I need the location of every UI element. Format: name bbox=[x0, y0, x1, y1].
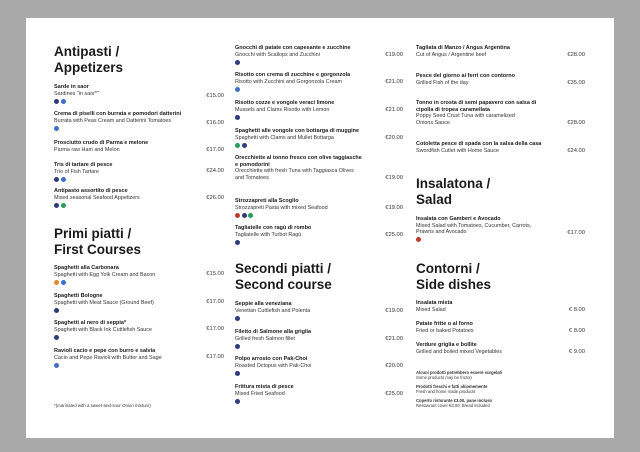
dish-name: Risotto con crema di zucchine e gorgonzola bbox=[235, 72, 351, 78]
dish-description: Grilled fresh Salmon fillet bbox=[235, 335, 295, 342]
dish-name: Risotto cozze e vongole veraci limone bbox=[235, 100, 335, 106]
dish-name: Ravioli cacio e pepe con burro e salvia bbox=[54, 348, 156, 354]
dish-description: Roasted Octopus with Pak-Choi bbox=[235, 362, 312, 369]
dish-description: Burrata with Peas Cream and Datterini Tomatoes bbox=[54, 117, 172, 124]
dish-description: Grilled Fish of the day bbox=[416, 79, 469, 86]
menu-item bbox=[54, 320, 224, 340]
allergen-icons bbox=[235, 371, 403, 376]
shellfish-allergen-icon bbox=[235, 213, 240, 218]
allergen-icons bbox=[235, 143, 403, 148]
dish-price: €19.00 bbox=[385, 205, 403, 211]
menu-item bbox=[54, 140, 224, 153]
dish-price: € 8.00 bbox=[568, 328, 585, 334]
dish-name: Crema di piselli con burrata e pomodori datterini bbox=[54, 111, 182, 117]
allergen-icons bbox=[235, 240, 403, 245]
dish-description: Spaghetti with Clams and Mullet Bottarga bbox=[235, 134, 334, 141]
dish-description: Spaghetti with Egg Yolk Cream and Bacon bbox=[54, 271, 156, 278]
dish-name: Frittura mista di pesce bbox=[235, 384, 294, 390]
insalatona-heading: Insalatona / Salad bbox=[416, 176, 491, 207]
dish-price: €28.00 bbox=[567, 52, 585, 58]
dish-price: €24.00 bbox=[567, 148, 585, 154]
fish-allergen-icon bbox=[235, 240, 240, 245]
dish-price: € 8.00 bbox=[568, 307, 585, 313]
gluten-allergen-icon bbox=[54, 308, 59, 313]
dish-description-cont: Onions Sauce bbox=[416, 119, 450, 126]
dish-description: Strozzapreti Pasta with mixed Seafood bbox=[235, 204, 328, 211]
dish-description: Swordfish Cutlet with Home Sauce bbox=[416, 147, 499, 154]
molluscs-allergen-icon bbox=[235, 115, 240, 120]
dish-name: Insalata con Gamberi e Avocado bbox=[416, 216, 501, 222]
gluten-allergen-icon bbox=[61, 280, 66, 285]
menu-item bbox=[54, 111, 224, 131]
dish-description: Trio of Fish Tartare bbox=[54, 168, 99, 175]
legend-note: Prodotti freschi e fatti ahiomemente Fresh and home made products bbox=[416, 384, 488, 394]
dish-price: €35.00 bbox=[567, 80, 585, 86]
menu-item bbox=[54, 293, 224, 313]
allergen-icons bbox=[54, 280, 224, 285]
molluscs-allergen-icon bbox=[61, 203, 66, 208]
dish-name-cont: cipolla di tropea caramellata bbox=[416, 106, 490, 113]
menu-item bbox=[54, 162, 224, 182]
egg-allergen-icon bbox=[54, 280, 59, 285]
dish-name: Antipasto assortito di pesce bbox=[54, 188, 128, 194]
menu-item bbox=[235, 72, 403, 92]
dish-description: Gnocchi with Scallops and Zucchini bbox=[235, 51, 320, 58]
dish-price: €25.00 bbox=[385, 391, 403, 397]
menu-item bbox=[235, 301, 403, 321]
dish-description: Fried or baked Potatoes bbox=[416, 327, 474, 334]
fish-allergen-icon bbox=[242, 213, 247, 218]
menu-item bbox=[416, 342, 585, 355]
allergen-icons bbox=[54, 203, 224, 208]
dish-description: Poppy Seed Crust Tuna with caramelized bbox=[416, 113, 515, 120]
dish-price: €17.00 bbox=[206, 147, 224, 153]
menu-item bbox=[54, 188, 224, 208]
dish-name: Orecchiette al tonno fresco con olive taggiasche bbox=[235, 155, 362, 161]
dish-description-cont: Prawns and Avocado bbox=[416, 229, 467, 236]
menu-item bbox=[235, 329, 403, 349]
dish-price: € 9.00 bbox=[568, 349, 585, 355]
dish-name: Pesce del giorno ai ferri con contorno bbox=[416, 73, 516, 79]
dish-price: €21.00 bbox=[385, 107, 403, 113]
dish-description: Sardines "in saor*" bbox=[54, 90, 99, 97]
menu-item bbox=[416, 45, 585, 58]
menu-item bbox=[416, 141, 585, 154]
antipasti-heading: Antipasti / Appetizers bbox=[54, 44, 124, 75]
fish-allergen-icon bbox=[54, 177, 59, 182]
allergen-icons bbox=[235, 399, 403, 404]
milk-allergen-icon bbox=[54, 363, 59, 368]
dish-name: Polpo arrosto con Pak-Choi bbox=[235, 356, 308, 362]
dish-price: €25.00 bbox=[385, 232, 403, 238]
dish-price: €17.00 bbox=[206, 299, 224, 305]
menu-item bbox=[416, 73, 585, 86]
menu-item bbox=[416, 216, 585, 242]
contorni-heading: Contorni / Side dishes bbox=[416, 261, 492, 292]
dish-description: Tagliatelle with Turbot Ragù bbox=[235, 231, 302, 238]
menu-item bbox=[235, 128, 403, 148]
menu-item bbox=[54, 348, 224, 368]
dish-price: €16.00 bbox=[206, 120, 224, 126]
dish-description: Mixed Fried Seafood bbox=[235, 390, 285, 397]
dish-description: Venetian Cuttlefish and Polenta bbox=[235, 307, 311, 314]
dish-description: Cut of Angus / Argentine beef bbox=[416, 51, 487, 58]
dish-name: Spaghetti alla Carbonara bbox=[54, 265, 119, 271]
allergen-icons bbox=[54, 308, 224, 313]
dish-price: €20.00 bbox=[385, 135, 403, 141]
shellfish-allergen-icon bbox=[61, 177, 66, 182]
dish-name: Tonno in crosta di semi papavero con salsa di bbox=[416, 100, 537, 106]
fish-allergen-icon bbox=[54, 99, 59, 104]
dish-name: Prosciutto crudo di Parma e melone bbox=[54, 140, 149, 146]
dish-name: Spaghetti Bologne bbox=[54, 293, 103, 299]
allergen-icons bbox=[235, 344, 403, 349]
allergen-icons bbox=[416, 237, 585, 242]
dish-description: Grilled and boiled mixed Vegetables bbox=[416, 348, 503, 355]
dish-price: €21.00 bbox=[385, 336, 403, 342]
dish-name: Spaghetti alle vongole con bottarga di muggine bbox=[235, 128, 360, 134]
dish-description: Risotto with Zucchini and Gorgonzola Cream bbox=[235, 78, 342, 85]
allergen-icons bbox=[235, 87, 403, 92]
menu-item bbox=[54, 84, 224, 104]
menu-item bbox=[416, 321, 585, 334]
dish-price: €19.00 bbox=[385, 175, 403, 181]
allergen-icons bbox=[54, 126, 224, 131]
dish-price: €28.00 bbox=[567, 120, 585, 126]
molluscs-allergen-icon bbox=[248, 213, 253, 218]
dish-price: €19.00 bbox=[385, 52, 403, 58]
frozen-product-icon bbox=[61, 99, 66, 104]
menu-page bbox=[26, 18, 614, 438]
dish-description: Cacio and Pepe Ravioli with Butter and Sage bbox=[54, 354, 162, 361]
dish-description: Mixed seasonal Seafood Appetizers bbox=[54, 194, 140, 201]
allergen-icons bbox=[54, 177, 224, 182]
molluscs-allergen-icon bbox=[54, 335, 59, 340]
menu-item bbox=[235, 45, 403, 65]
dish-price: €19.00 bbox=[385, 308, 403, 314]
dish-description: Orecchiette with fresh Tuna with Taggiasca Olives bbox=[235, 168, 354, 175]
menu-item bbox=[235, 100, 403, 120]
dish-description: Parma raw Ham and Melon bbox=[54, 146, 120, 153]
dish-description: Mixed Salad bbox=[416, 306, 446, 313]
menu-item bbox=[235, 356, 403, 376]
menu-item bbox=[54, 265, 224, 285]
dish-price: €15.00 bbox=[206, 93, 224, 99]
allergen-icons bbox=[235, 316, 403, 321]
menu-item bbox=[235, 384, 403, 404]
fish-allergen-icon bbox=[235, 143, 240, 148]
dish-price: €21.00 bbox=[385, 79, 403, 85]
dish-name: Strozzapreti alla Scoglio bbox=[235, 198, 299, 204]
dish-description-cont: and Tomatoes bbox=[235, 174, 269, 181]
menu-item bbox=[416, 100, 585, 126]
dish-price: €17.00 bbox=[206, 326, 224, 332]
menu-item bbox=[235, 198, 403, 218]
allergen-icons bbox=[54, 99, 224, 104]
dish-name: Sarde in saor bbox=[54, 84, 89, 90]
dish-name: Filetto di Salmone alla griglia bbox=[235, 329, 312, 335]
dish-name: Patate fritte o al forno bbox=[416, 321, 473, 327]
molluscs-allergen-icon bbox=[242, 143, 247, 148]
dish-description: Mixed Salad with Tomatoes, Cucumber, Carrots, bbox=[416, 222, 532, 229]
dish-name: Verdure griglia e bollite bbox=[416, 342, 477, 348]
footnote: *(marinated with a sweet-and-sour Onion mixture) bbox=[54, 403, 151, 408]
shellfish-allergen-icon bbox=[416, 237, 421, 242]
dish-name: Tagliatelle con ragù di rombo bbox=[235, 225, 312, 231]
dish-price: €17.00 bbox=[567, 230, 585, 236]
molluscs-allergen-icon bbox=[235, 316, 240, 321]
primi-heading: Primi piatti / First Courses bbox=[54, 226, 142, 257]
allergen-icons bbox=[235, 115, 403, 120]
dish-name: Seppie alla veneziana bbox=[235, 301, 292, 307]
legend-note: Alcuni prodotti potrebbero essere surgelati Some products may be frozen bbox=[416, 370, 503, 380]
milk-allergen-icon bbox=[235, 87, 240, 92]
dish-price: €15.00 bbox=[206, 271, 224, 277]
dish-name: Tris di tartare di pesce bbox=[54, 162, 113, 168]
dish-price: €26.00 bbox=[206, 195, 224, 201]
dish-name: Insalata mista bbox=[416, 300, 453, 306]
dish-description: Spaghetti with Black Ink Cuttlefish Sauce bbox=[54, 326, 152, 333]
gluten-allergen-icon bbox=[235, 60, 240, 65]
menu-item bbox=[235, 225, 403, 245]
allergen-icons bbox=[54, 335, 224, 340]
fish-allergen-icon bbox=[235, 399, 240, 404]
allergen-icons bbox=[54, 363, 224, 368]
secondi-heading: Secondi piatti / Second course bbox=[235, 261, 332, 292]
menu-item bbox=[416, 300, 585, 313]
dish-price: €17.00 bbox=[206, 354, 224, 360]
dish-description: Spaghetti with Meat Sauce (Ground Beef) bbox=[54, 299, 154, 306]
dish-price: €20.00 bbox=[385, 363, 403, 369]
fish-allergen-icon bbox=[235, 344, 240, 349]
molluscs-allergen-icon bbox=[235, 371, 240, 376]
dish-name-cont: e pomodorini bbox=[235, 161, 270, 168]
fish-allergen-icon bbox=[54, 203, 59, 208]
allergen-icons bbox=[235, 60, 403, 65]
dish-name: Spaghetti al nero di seppia* bbox=[54, 320, 127, 326]
milk-allergen-icon bbox=[54, 126, 59, 131]
dish-name: Gnocchi di patate con capesante e zucchine bbox=[235, 45, 351, 51]
allergen-icons bbox=[235, 213, 403, 218]
menu-item bbox=[235, 155, 403, 181]
dish-name: Tagliata di Manzo / Angus Argentina bbox=[416, 45, 510, 51]
dish-name: Cotoletta pesce di spada con la salsa della casa bbox=[416, 141, 542, 147]
cover-charge-note: Coperto ristorante €3.00, pane incluso Restaurant cover €3.00, Bread included bbox=[416, 398, 493, 408]
dish-description: Mussels and Clams Risotto with Lemon bbox=[235, 106, 330, 113]
dish-price: €24.00 bbox=[206, 168, 224, 174]
